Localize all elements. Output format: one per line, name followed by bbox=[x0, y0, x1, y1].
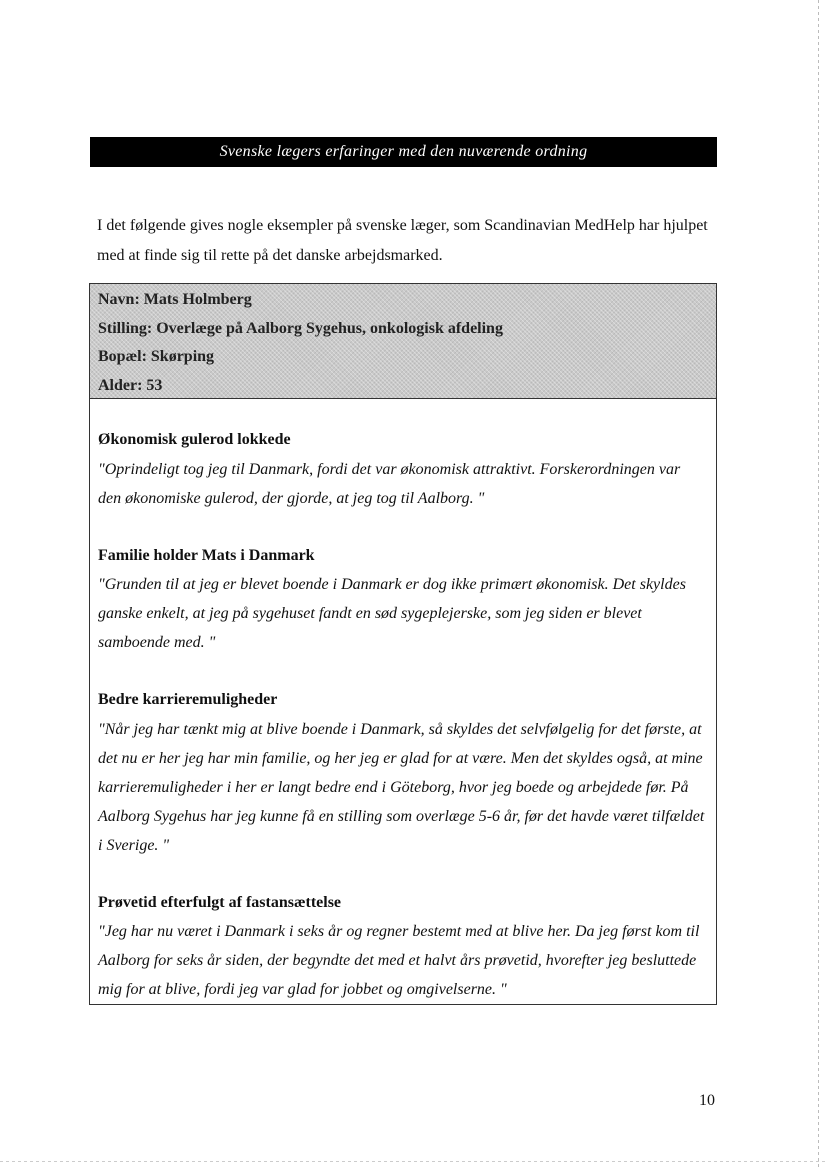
page-bottom-edge-line bbox=[0, 1161, 825, 1162]
section-quote: "Oprindeligt tog jeg til Danmark, fordi det var økonomisk attraktivt. Forskerordningen var den økonomiske gulerod, der gjorde, at jeg tog til Aalborg. " bbox=[98, 460, 681, 507]
profile-name: Navn: Mats Holmberg bbox=[98, 291, 252, 308]
profile-card bbox=[89, 283, 717, 1005]
section-quote: "Grunden til at jeg er blevet boende i Danmark er dog ikke primært økonomisk. Det skyldes ganske enkelt, at jeg på sygehuset fandt en sød sygeplejerske, som jeg siden er blevet samboende med. " bbox=[98, 576, 686, 651]
section-heading: Økonomisk gulerod lokkede bbox=[98, 431, 291, 448]
section-heading: Prøvetid efterfulgt af fastansættelse bbox=[98, 893, 342, 911]
page-number: 10 bbox=[699, 1092, 715, 1109]
profile-residence: Bopæl: Skørping bbox=[98, 348, 215, 365]
profile-position: Stilling: Overlæge på Aalborg Sygehus, onkologisk afdeling bbox=[98, 319, 503, 337]
page-edge-line bbox=[818, 0, 819, 1168]
testimony-section bbox=[98, 426, 706, 513]
section-quote: "Når jeg har tænkt mig at blive boende i Danmark, så skyldes det selvfølgelig for det første, at det nu er her jeg har min familie, og her jeg er glad for at være. Men det skyldes også, at mine karrieremuligheder i her er langt bedre end i Göteborg, hvor jeg boede og arbejdede før. På Aalborg Sygehus har jeg kunne få en stilling som overlæge 5-6 år, før det havde været tilfældet i Sverige. " bbox=[98, 720, 705, 854]
testimony-section bbox=[98, 542, 706, 658]
section-heading: Bedre karrieremuligheder bbox=[98, 691, 278, 708]
section-banner bbox=[90, 137, 717, 167]
testimony-section bbox=[98, 686, 706, 860]
intro-paragraph: I det følgende gives nogle eksempler på svenske læger, som Scandinavian MedHelp har hjulpet med at finde sig til rette på det danske arbejdsmarked. bbox=[97, 217, 708, 264]
profile-body bbox=[90, 399, 716, 1004]
section-heading: Familie holder Mats i Danmark bbox=[98, 546, 315, 564]
profile-age: Alder: 53 bbox=[98, 376, 163, 394]
profile-header bbox=[90, 284, 716, 399]
section-quote: "Jeg har nu været i Danmark i seks år og regner bestemt med at blive her. Da jeg først kom til Aalborg for seks år siden, der begyndte det med et halvt års prøvetid, hvorefter jeg besluttede mig for at blive, fordi jeg var glad for jobbet og omgivelserne. " bbox=[98, 923, 700, 998]
testimony-section bbox=[98, 889, 706, 1005]
section-banner-title: Svenske lægers erfaringer med den nuværende ordning bbox=[219, 143, 588, 160]
